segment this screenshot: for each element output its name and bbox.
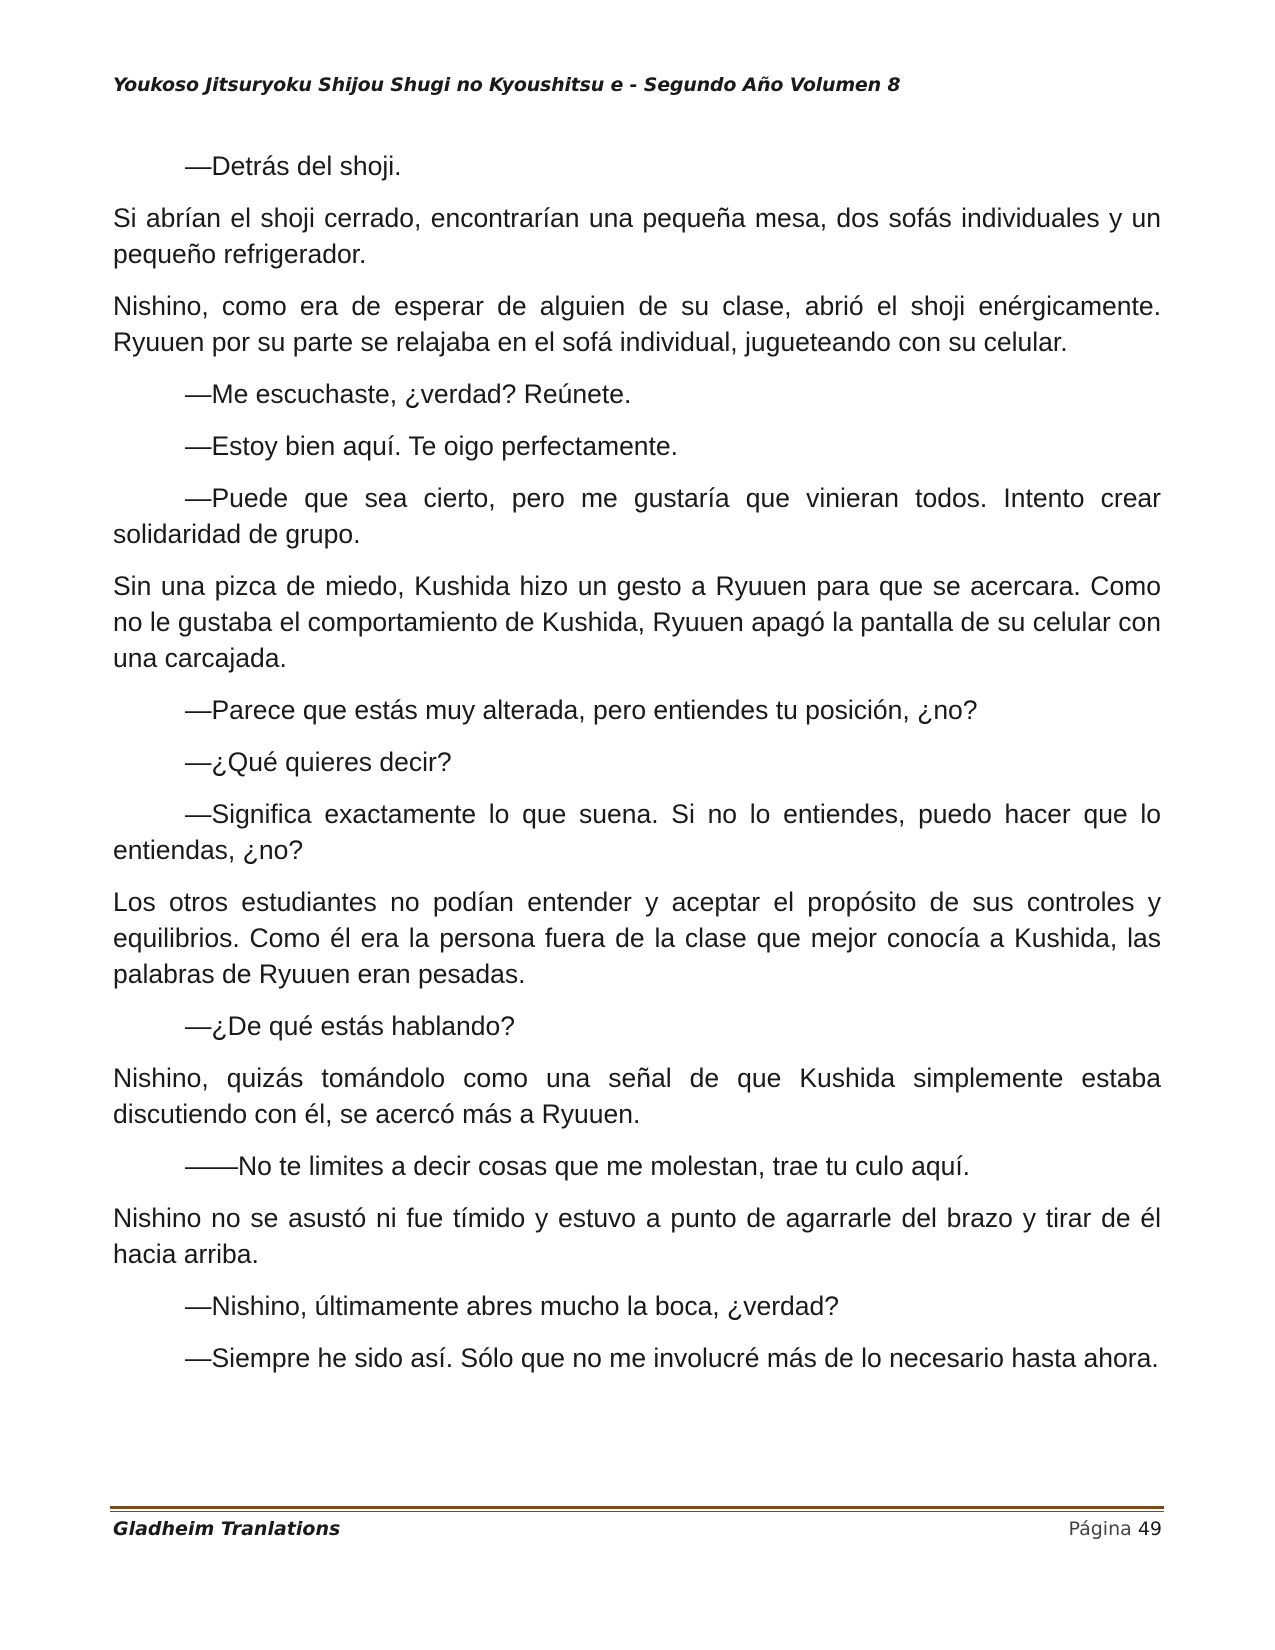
paragraph: —¿De qué estás hablando? [185,1011,515,1041]
paragraph: —Detrás del shoji. [185,151,402,181]
paragraph: —Puede que sea cierto, pero me gustaría que vinieran todos. Intento crear solidaridad de grupo. [113,483,1161,549]
paragraph: Si abrían el shoji cerrado, encontrarían una pequeña mesa, dos sofás individuales y un pequeño refrigerador. [113,203,1161,269]
paragraph: Nishino, quizás tomándolo como una señal de que Kushida simplemente estaba discutiendo con él, se acercó más a Ryuuen. [113,1063,1161,1129]
paragraph: —Nishino, últimamente abres mucho la boca, ¿verdad? [185,1291,839,1321]
paragraph: —Significa exactamente lo que suena. Si no lo entiendes, puedo hacer que lo entiendas, ¿no? [113,799,1161,865]
paragraph: Nishino, como era de esperar de alguien de su clase, abrió el shoji enérgicamente. Ryuuen por su parte se relajaba en el sofá individual, jugueteando con su celular. [113,291,1161,357]
paragraph: —Parece que estás muy alterada, pero entiendes tu posición, ¿no? [185,695,978,725]
page-label: Página [1068,1518,1132,1540]
page-number-block [1068,1518,1162,1540]
paragraph: —¿Qué quieres decir? [185,747,452,777]
paragraph: —Siempre he sido así. Sólo que no me involucré más de lo necesario hasta ahora. [185,1343,1159,1373]
paragraph: —Me escuchaste, ¿verdad? Reúnete. [185,379,632,409]
paragraph: Sin una pizca de miedo, Kushida hizo un gesto a Ryuuen para que se acercara. Como no le gustaba el comportamiento de Kushida, Ryuuen apagó la pantalla de su celular con una carcajada. [113,571,1161,673]
paragraph: Nishino no se asustó ni fue tímido y estuvo a punto de agarrarle del brazo y tirar de él hacia arriba. [113,1203,1161,1269]
paragraph: —Estoy bien aquí. Te oigo perfectamente. [185,431,679,461]
footer-rule [110,1506,1164,1509]
paragraph: Los otros estudiantes no podían entender y aceptar el propósito de sus controles y equilibrios. Como él era la persona fuera de la clase que mejor conocía a Kushida, las palabras de Ryuuen eran pesadas. [113,887,1161,989]
running-header: Youkoso Jitsuryoku Shijou Shugi no Kyoushitsu e - Segundo Año Volumen 8 [113,74,901,96]
page-number: 49 [1137,1518,1162,1540]
footer-credit: Gladheim Tranlations [113,1518,341,1540]
body-text [113,148,1161,1392]
footer-rule-thin [110,1511,1164,1512]
paragraph: ——No te limites a decir cosas que me molestan, trae tu culo aquí. [185,1151,971,1181]
